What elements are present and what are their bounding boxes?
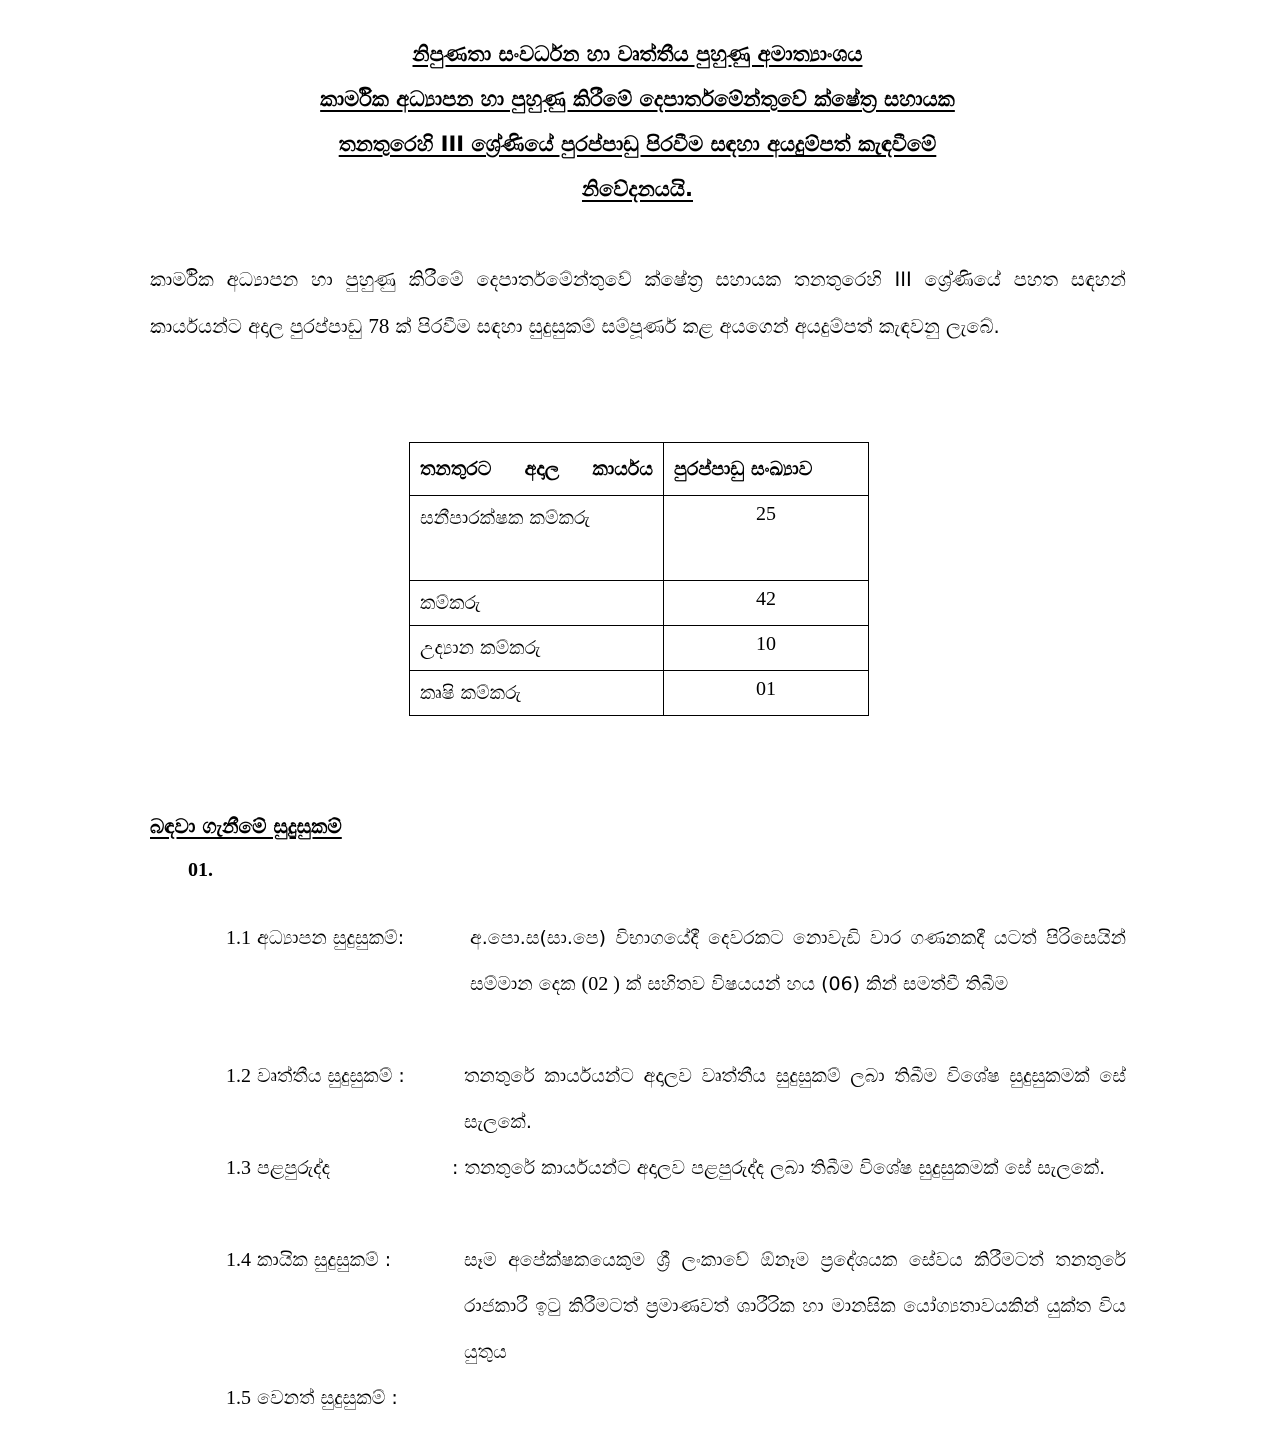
requirement-number: 1.3 xyxy=(226,1157,251,1179)
requirement-label xyxy=(226,1053,405,1099)
duty-cell: කම්කරු xyxy=(410,581,664,626)
requirement-label xyxy=(226,915,404,961)
requirement-text-part: අ.පො.ස(සා.පෙ) විභාගයේදී දෙවරකට නොවැඩි වාර ගණනකදී යටත් පිරිසෙයින් සම්මාන දෙක xyxy=(470,927,1126,995)
requirement-label xyxy=(226,1145,330,1191)
duty-cell: කෘෂි කම්කරු xyxy=(410,671,664,716)
ministry-title: නිපුණතා සංවර්ධන හා වෘත්තීය පුහුණු අමාත්‍යාංශය xyxy=(412,42,863,66)
table-row xyxy=(410,671,869,716)
requirement-text: සෑම අපේක්ෂකයෙකුම ශ්‍රී ලංකාවේ ඕනෑම ප්‍රදේශයක සේවය කිරීමටත් තනතුරේ රාජකාරී ඉටු කිරීමටත් ප්‍රමාණවත් ශාරීරික හා මානසික යෝග්‍යතාවයකින් යුක්ත විය යුතුය xyxy=(464,1249,1126,1363)
requirement-text-part: ක් සහිතව විෂයයන් හය xyxy=(619,973,822,995)
section-number: 01. xyxy=(188,859,213,881)
requirement-text: : තනතුරේ කාර්යයන්ට අදාලව පළපුරුද්ද ලබා තිබීම විශේෂ සුදුසුකමක් සේ සැලකේ. xyxy=(452,1157,1106,1179)
duty-cell: සනීපාරක්ෂක කම්කරු xyxy=(410,496,664,581)
header-duty: තනතුරට අදාල කාර්යය xyxy=(410,443,664,496)
intro-text-end: ක් පිරවීම සඳහා සුදුසුකම් සම්පූර්ණ කළ අයගෙන් අයදුම්පත් කැඳවනු ලැබේ. xyxy=(389,315,1000,338)
requirement-label xyxy=(226,1237,391,1283)
requirement-number: 1.5 xyxy=(226,1387,251,1409)
count-cell: 01 xyxy=(664,671,869,716)
department-title: කාර්මික අධ්‍යාපන හා පුහුණු කිරීමේ දෙපාර්තමේන්තුවේ ක්ෂේත්‍ර සහායක xyxy=(320,87,955,111)
requirement-number: 1.1 xyxy=(226,927,251,949)
requirement-text xyxy=(470,915,1126,1007)
requirement-name: වෘත්තීය සුදුසුකම් : xyxy=(257,1065,405,1087)
requirement-text-part: කින් සමත්වී තිබීම xyxy=(860,973,1009,995)
count-cell: 42 xyxy=(664,581,869,626)
header-count: පුරප්පාඩු සංඛ්‍යාව xyxy=(664,443,869,496)
recruitment-heading: බඳවා ගැනීමේ සුදුසුකම් xyxy=(150,814,342,838)
count-cell: 10 xyxy=(664,626,869,671)
requirement-text-number: (02 ) xyxy=(581,973,620,995)
requirement-label xyxy=(226,1375,398,1421)
requirement-number: 1.4 xyxy=(226,1249,251,1271)
requirement-text: තනතුරේ කාර්යයන්ට අදාලව වෘත්තීය සුදුසුකම් ලබා තිබීම විශේෂ සුදුසුකමක් සේ සැලකේ. xyxy=(464,1065,1126,1133)
notice-title: නිවේදනයයි. xyxy=(581,177,693,201)
requirement-name: කායික සුදුසුකම් : xyxy=(257,1249,392,1271)
post-title: තනතුරෙහි III ශ්‍රේණියේ පුරප්පාඩු පිරවීම සඳහා අයදුම්පත් කැඳවීමේ xyxy=(338,132,937,156)
table-row xyxy=(410,496,869,581)
requirement-name: පළපුරුද්ද xyxy=(257,1157,331,1179)
duty-cell: උද්‍යාන කම්කරු xyxy=(410,626,664,671)
requirement-name: අධ්‍යාපන සුදුසුකම්: xyxy=(257,927,405,949)
requirement-number: 1.2 xyxy=(226,1065,251,1087)
count-cell: 25 xyxy=(664,496,869,581)
requirement-text-number: (06) xyxy=(821,973,861,995)
requirement-name: වෙනත් සුදුසුකම් : xyxy=(257,1387,398,1409)
table-row xyxy=(410,626,869,671)
table-header-row xyxy=(410,443,869,496)
intro-paragraph xyxy=(150,257,1126,350)
table-row xyxy=(410,581,869,626)
vacancy-table xyxy=(409,442,869,716)
vacancy-total: 78 xyxy=(368,314,390,338)
intro-text-start: කාර්මික අධ්‍යාපන හා පුහුණු කිරීමේ දෙපාර්තමේන්තුවේ ක්ෂේත්‍ර සහායක තනතුරෙහි III ශ්‍රේණියේ පහත සඳහන් කාර්යයන්ට අදාල පුරප්පාඩු xyxy=(150,268,1126,338)
